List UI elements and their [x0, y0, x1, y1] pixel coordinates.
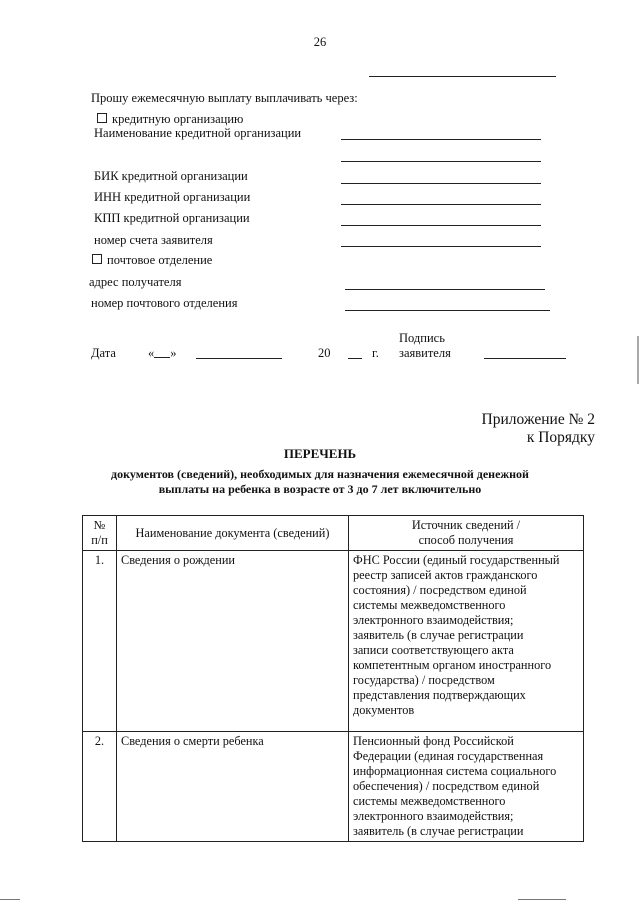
documents-table	[82, 515, 584, 842]
address-field[interactable]	[345, 289, 545, 290]
account-field[interactable]	[341, 246, 541, 247]
month-field[interactable]	[196, 358, 282, 359]
row-num: 1.	[83, 551, 117, 732]
scan-corner-mark-right	[518, 899, 566, 900]
bik-label: БИК кредитной организации	[94, 169, 248, 183]
post-number-field[interactable]	[345, 310, 550, 311]
post-checkbox[interactable]	[92, 254, 102, 264]
address-label: адрес получателя	[89, 275, 182, 289]
option-post-label: почтовое отделение	[107, 253, 213, 267]
appendix-line-2: к Порядку	[526, 429, 595, 446]
quote-close: »	[170, 346, 177, 360]
list-title: ПЕРЕЧЕНЬ	[283, 446, 357, 461]
scan-edge-mark	[637, 336, 639, 384]
date-day	[148, 346, 177, 360]
kpp-field[interactable]	[341, 225, 541, 226]
bank-name-field[interactable]	[341, 139, 541, 140]
list-subtitle-1: документов (сведений), необходимых для назначения ежемесячной денежной	[111, 467, 529, 481]
option-bank[interactable]	[97, 112, 243, 126]
year-field[interactable]	[348, 358, 362, 359]
day-field[interactable]	[154, 346, 170, 358]
post-number-label: номер почтового отделения	[91, 296, 238, 310]
bank-name-label: Наименование кредитной организации	[94, 126, 302, 140]
header-num: № п/п	[83, 516, 117, 551]
sign-caption-2: заявителя	[399, 346, 451, 360]
row-source: Пенсионный фонд Российской Федерации (единая государственная информационная система социального обеспечения) / посредством единой системы межведомственного электронного взаимодействия; заявитель (в случае регистрации	[349, 732, 584, 842]
bank-name-field-2[interactable]	[341, 161, 541, 162]
row-source: ФНС России (единый государственный реестр записей актов гражданского состояния) / посредством единой системы межведомственного электронного взаимодействия; заявитель (в случае регистрации записи соответствующего акта компетентным органом иностранного государства) / посредством представления подтверждающих документов	[349, 551, 584, 732]
inn-field[interactable]	[341, 204, 541, 205]
payment-intro: Прошу ежемесячную выплату выплачивать через:	[91, 91, 358, 105]
kpp-label: КПП кредитной организации	[94, 211, 250, 225]
row-name: Сведения о смерти ребенка	[117, 732, 349, 842]
header-blank-line	[369, 76, 556, 77]
appendix-line-1: Приложение № 2	[481, 411, 595, 428]
quote-open: «	[148, 346, 155, 360]
signature-field[interactable]	[484, 358, 566, 359]
bik-field[interactable]	[341, 183, 541, 184]
sign-caption-1: Подпись	[399, 331, 445, 345]
row-num: 2.	[83, 732, 117, 842]
header-source: Источник сведений / способ получения	[349, 516, 584, 551]
table-header-row	[83, 516, 584, 551]
page-number: 26	[313, 35, 327, 49]
bank-checkbox[interactable]	[97, 113, 107, 123]
row-name: Сведения о рождении	[117, 551, 349, 732]
table-row	[83, 551, 584, 732]
year-prefix: 20	[318, 346, 331, 360]
table-row	[83, 732, 584, 842]
list-subtitle-2: выплаты на ребенка в возрасте от 3 до 7 лет включительно	[158, 482, 482, 496]
inn-label: ИНН кредитной организации	[94, 190, 251, 204]
header-name: Наименование документа (сведений)	[117, 516, 349, 551]
account-label: номер счета заявителя	[94, 233, 213, 247]
option-post[interactable]	[92, 253, 212, 267]
year-suffix: г.	[372, 346, 379, 360]
scan-corner-mark-left	[0, 899, 20, 900]
option-bank-label: кредитную организацию	[112, 112, 244, 126]
date-label: Дата	[91, 346, 116, 360]
